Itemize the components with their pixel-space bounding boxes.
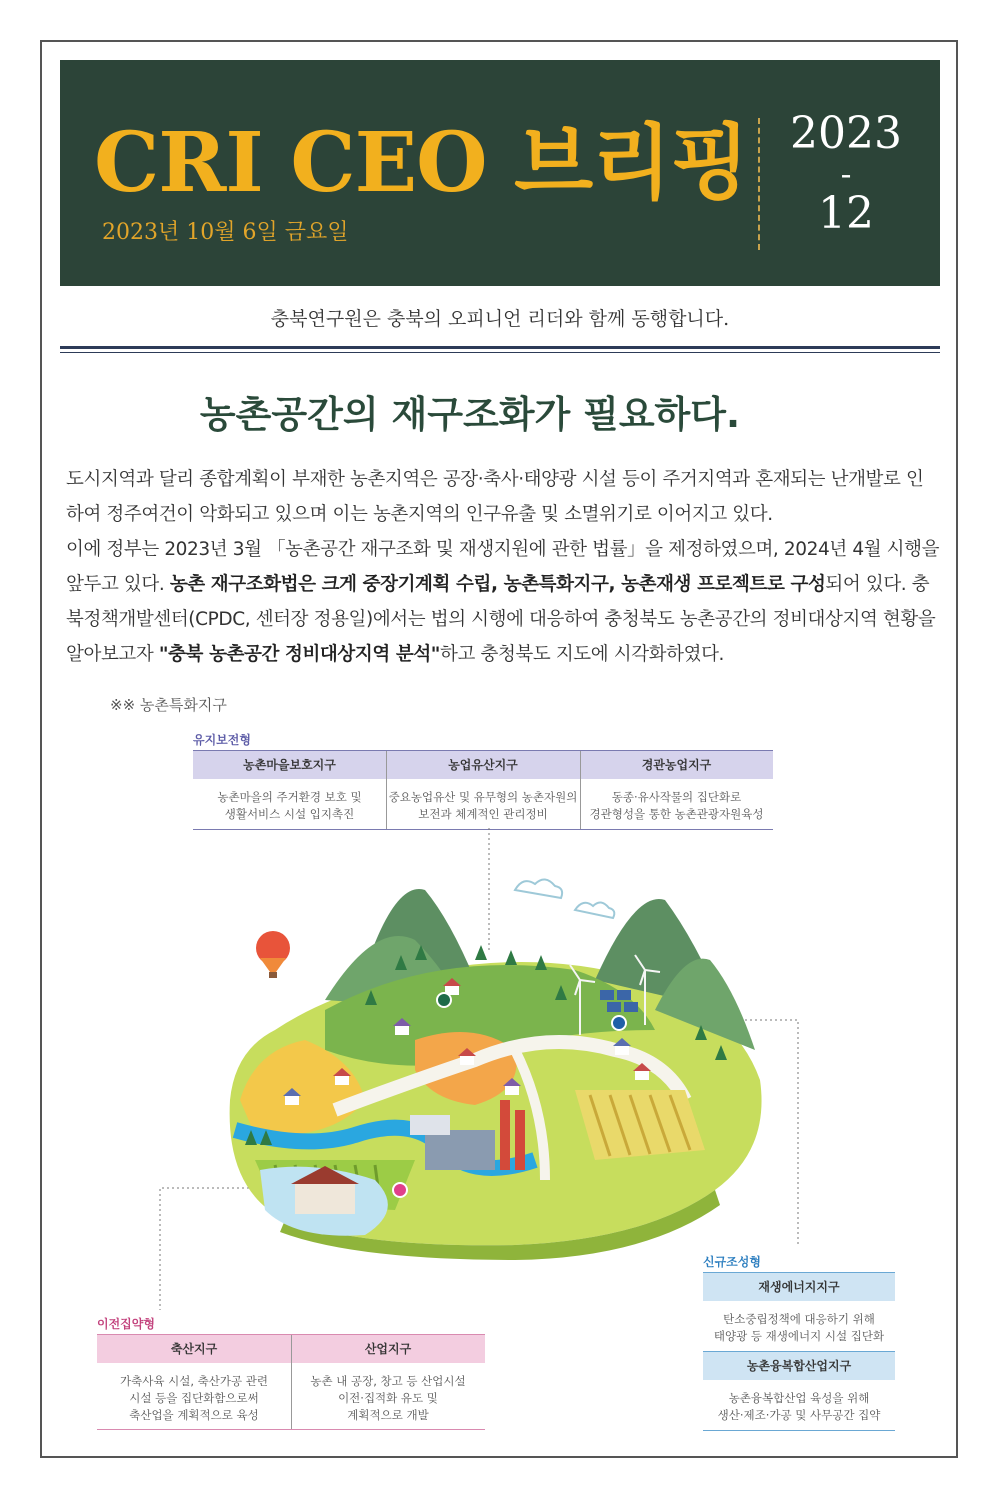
zone-title: 경관농업지구: [641, 758, 712, 772]
tagline: 충북연구원은 충북의 오피니언 리더와 함께 동행합니다.: [270, 308, 730, 330]
issue-date: 2023년 10월 6일 금요일: [102, 220, 349, 245]
group-label-relocate: 이전집약형: [97, 1317, 155, 1331]
issue-year: 2023: [790, 108, 902, 159]
hot-air-balloon-icon: [256, 931, 290, 978]
cloud-icon: [515, 879, 614, 918]
zone-description: 가축사육 시설, 축산가공 관련 시설 등을 집단화함으로써 축산업을 계획적으로 육성: [120, 1374, 268, 1422]
zone-description: 농촌마을의 주거환경 보호 및 생활서비스 시설 입지촉진: [217, 790, 362, 821]
paragraph-2-bold-a: 농촌 재구조화법은 크게 중장기계획 수립, 농촌특화지구, 농촌재생 프로젝트로 구성: [169, 574, 826, 595]
paragraph-2-part-e: 하고 충청북도 지도에 시각화하였다.: [440, 644, 725, 665]
issue-number: 12: [818, 188, 874, 239]
zone-description: 동종·유사작물의 집단화로 경관형성을 통한 농촌관광자원육성: [589, 790, 764, 821]
zone-title: 농촌융복합산업지구: [703, 1352, 895, 1380]
zone-description: 농촌 내 공장, 창고 등 산업시설 이전·집적화 유도 및 계획적으로 개발: [310, 1374, 466, 1422]
figure-caption: ※※ 농촌특화지구: [110, 696, 227, 714]
paragraph-2-part-a: 이에 정부는 2023년 3월 「농촌공간 재구조화 및 재생지원에 관한 법률」을 제정하였으며, 2024년 4월 시행을 앞두고 있다.: [66, 539, 940, 595]
article-headline: 농촌공간의 재구조화가 필요하다.: [199, 393, 741, 436]
zone-title: 재생에너지지구: [703, 1273, 895, 1301]
zone-title: 농업유산지구: [448, 758, 518, 772]
marker-maintain-icon: [437, 993, 451, 1007]
group-label-new: 신규조성형: [703, 1255, 761, 1269]
zone-title: 산업지구: [364, 1342, 412, 1356]
rural-landscape-illustration: [215, 860, 785, 1260]
marker-new-icon: [612, 1016, 626, 1030]
zone-description: 탄소중립정책에 대응하기 위해 태양광 등 재생에너지 시설 집단화: [713, 1312, 885, 1343]
zone-title: 축산지구: [170, 1342, 218, 1356]
marker-relocate-icon: [393, 1183, 407, 1197]
group-label-maintain: 유지보전형: [193, 733, 251, 747]
zone-description: 중요농업유산 및 유무형의 농촌자원의 보전과 체계적인 관리정비: [388, 790, 578, 821]
zone-title: 농촌마을보호지구: [243, 758, 336, 772]
issue-dash: -: [840, 155, 852, 193]
zone-description: 농촌융복합산업 육성을 위해 생산·제조·가공 및 사무공간 집약: [717, 1391, 881, 1422]
newsletter-title: CRI CEO 브리핑: [94, 115, 749, 211]
paragraph-1: 도시지역과 달리 종합계획이 부재한 농촌지역은 공장·축사·태양광 시설 등이 주거지역과 혼재되는 난개발로 인하여 정주여건이 악화되고 있으며 이는 농촌지역의 인구유출 및 소멸위기로 이어지고 있다.: [66, 469, 924, 525]
paragraph-2-part-c: 되어 있다. 충북정책개발센터(CPDC, 센터장 정용일)에서는 법의 시행에 대응하여 충청북도 농촌공간의 정비대상지역 현황을 알아보고자: [66, 574, 936, 665]
paragraph-2-bold-b: "충북 농촌공간 정비대상지역 분석": [158, 644, 441, 665]
